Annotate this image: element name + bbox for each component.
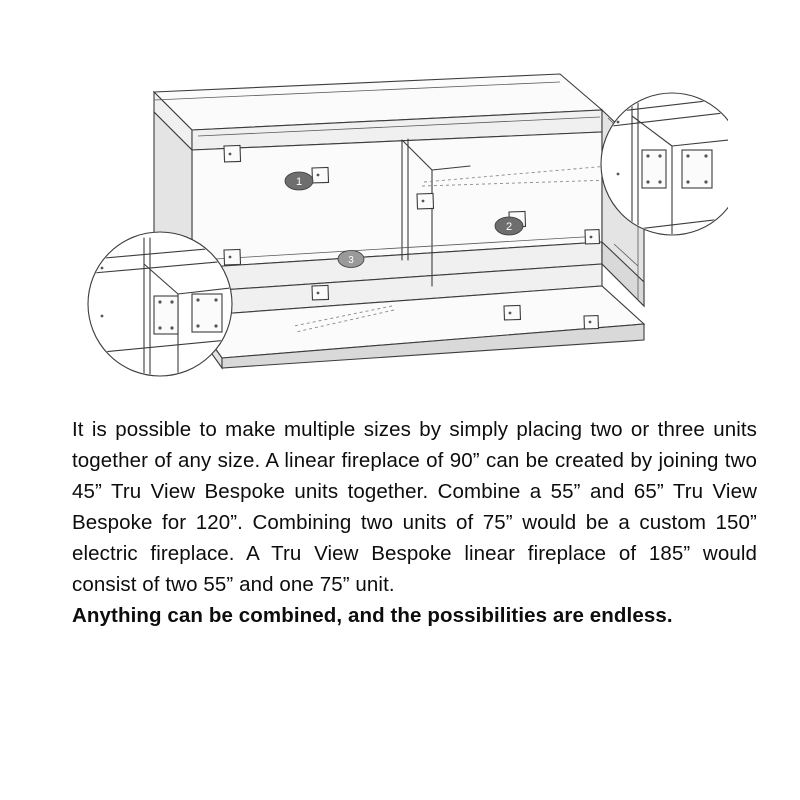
callout-1 (285, 172, 313, 190)
intro-paragraph: It is possible to make multiple sizes by simply placing two or three units together of any size. A linear fireplace of 90” can be created by joining two 45” Tru View Bespoke units together. Combine a 55” and 65” Tru View Bespoke for 120”. Combining two units of 75” would be a custom 150” electric fireplace. A Tru View Bespoke linear fireplace of 185” would consist of two 55” and one 75” unit. (72, 418, 757, 596)
callout-3-label: 3 (348, 255, 354, 266)
callout-1-label: 1 (295, 176, 303, 188)
body-text-block (72, 414, 757, 631)
callout-2 (495, 217, 523, 235)
fireplace-assembly-figure (72, 54, 728, 390)
callout-2-label: 2 (505, 221, 513, 233)
callout-3 (338, 251, 364, 268)
closing-paragraph: Anything can be combined, and the possibilities are endless. (72, 604, 673, 627)
